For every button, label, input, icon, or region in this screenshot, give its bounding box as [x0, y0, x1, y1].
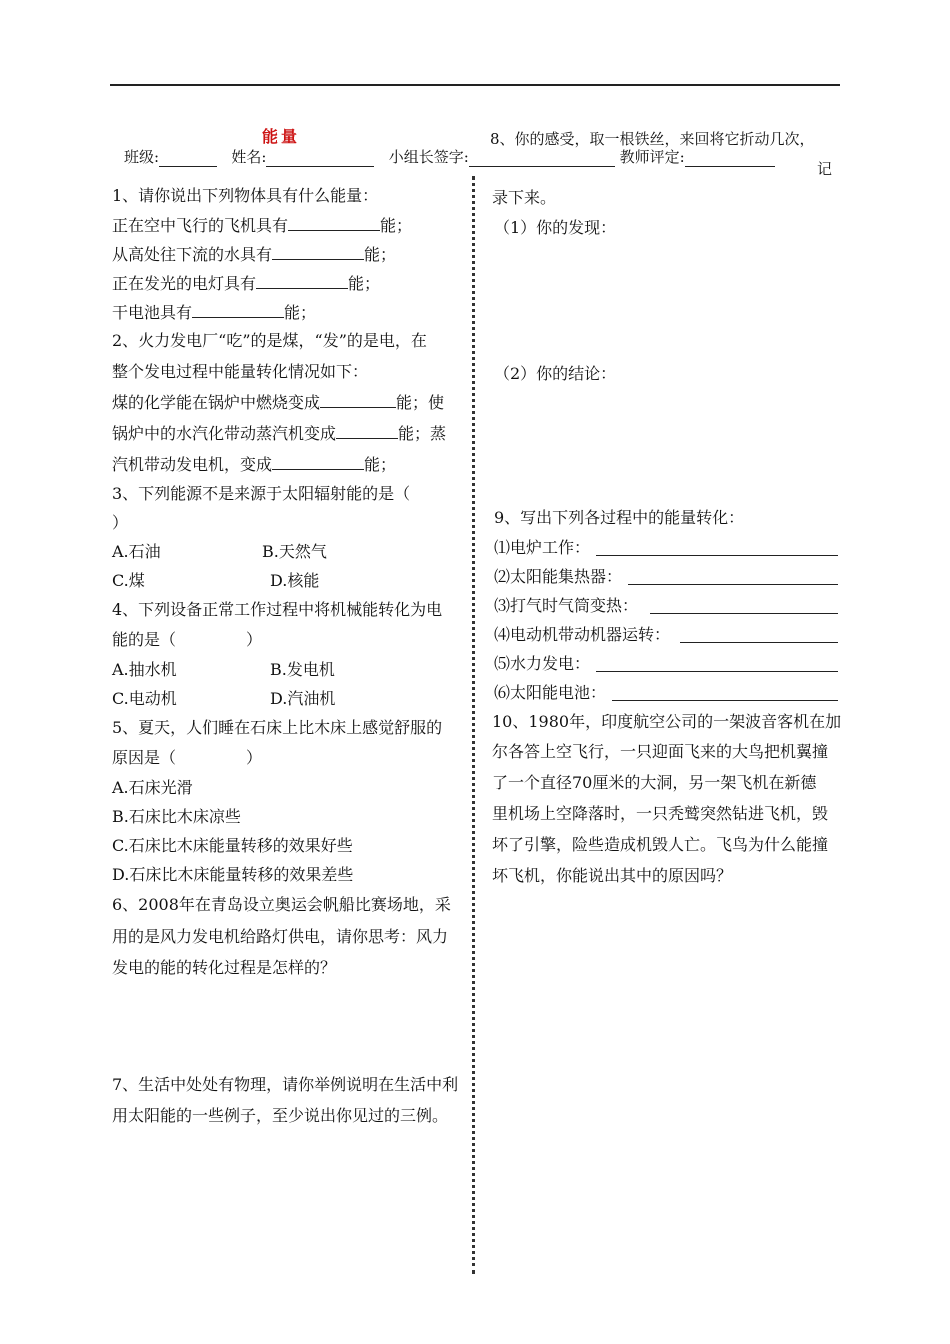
column-divider	[472, 176, 475, 1274]
class-field[interactable]	[159, 150, 217, 167]
q1-line-2: 从高处往下流的水具有 能；	[112, 245, 397, 264]
name-field[interactable]	[266, 150, 374, 167]
answer-blank[interactable]	[256, 273, 348, 289]
q3-option-b[interactable]: B.天然气	[262, 542, 327, 561]
leader-label: 小组长签字:	[388, 148, 469, 166]
q1-line-4: 干电池具有 能；	[112, 303, 317, 322]
q5-option-d[interactable]: D.石床比木床能量转移的效果差些	[112, 865, 354, 884]
q1-line-1: 正在空中飞行的飞机具有 能；	[112, 216, 413, 235]
q6-line-1: 6、2008年在青岛设立奥运会帆船比赛场地，采	[112, 895, 451, 914]
q9-item-3: ⑶打气时气筒变热：	[494, 596, 639, 615]
answer-blank[interactable]	[272, 244, 364, 260]
q4-prompt: 4、下列设备正常工作过程中将机械能转化为电	[112, 600, 443, 619]
q8-finding-label: （1）你的发现：	[494, 218, 617, 237]
teacher-label: 教师评定:	[619, 148, 685, 166]
q5-option-c[interactable]: C.石床比木床能量转移的效果好些	[112, 836, 353, 855]
q2-line-3: 锅炉中的水汽化带动蒸汽机变成 能；蒸	[112, 424, 447, 443]
answer-blank[interactable]	[288, 215, 380, 231]
q10-line-2: 尔各答上空飞行，一只迎面飞来的大鸟把机翼撞	[492, 742, 829, 761]
q9-answer-4[interactable]	[680, 642, 838, 643]
q10-line-4: 里机场上空降落时，一只秃鹫突然钻进飞机，毁	[492, 804, 829, 823]
q10-line-6: 坏飞机，你能说出其中的原因吗？	[492, 866, 733, 885]
answer-blank[interactable]	[192, 302, 284, 318]
q4-option-c[interactable]: C.电动机	[112, 689, 177, 708]
page-title: 能量	[262, 127, 301, 146]
q8-conclusion-label: （2）你的结论：	[494, 364, 617, 383]
q5-prompt: 5、夏天，人们睡在石床上比木床上感觉舒服的	[112, 718, 443, 737]
q9-answer-3[interactable]	[650, 613, 838, 614]
q7-line-2: 用太阳能的一些例子，至少说出你见过的三例。	[112, 1106, 449, 1125]
q4-prompt-cont: 能的是（ ）	[112, 630, 263, 649]
q9-item-2: ⑵太阳能集热器：	[494, 567, 623, 586]
q10-line-5: 坏了引擎，险些造成机毁人亡。飞鸟为什么能撞	[492, 835, 829, 854]
class-label: 班级:	[124, 148, 160, 166]
q3-option-c[interactable]: C.煤	[112, 571, 145, 590]
q5-prompt-cont: 原因是（ ）	[112, 748, 263, 767]
q9-answer-5[interactable]	[596, 671, 838, 672]
q5-option-a[interactable]: A.石床光滑	[112, 778, 193, 797]
q9-answer-1[interactable]	[596, 555, 838, 556]
q9-item-6: ⑹太阳能电池：	[494, 683, 607, 702]
q6-line-2: 用的是风力发电机给路灯供电，请你思考：风力	[112, 927, 449, 946]
q4-option-d[interactable]: D.汽油机	[270, 689, 336, 708]
q7-line-1: 7、生活中处处有物理，请你举例说明在生活中利	[112, 1075, 459, 1094]
q9-answer-2[interactable]	[628, 584, 838, 585]
name-label: 姓名:	[231, 148, 267, 166]
q5-option-b[interactable]: B.石床比木床凉些	[112, 807, 241, 826]
q1-prompt: 1、请你说出下列物体具有什么能量：	[112, 186, 379, 205]
q9-item-5: ⑸水力发电：	[494, 654, 591, 673]
q2-line-4: 汽机带动发电机，变成 能；	[112, 455, 397, 474]
student-info-line	[124, 146, 775, 167]
q1-line-3: 正在发光的电灯具有 能；	[112, 274, 381, 293]
q8-heading-tail: 记	[817, 160, 833, 178]
q9-item-4: ⑷电动机带动机器运转：	[494, 625, 671, 644]
leader-signature-field[interactable]	[469, 150, 615, 167]
q3-option-d[interactable]: D.核能	[270, 571, 320, 590]
q3-option-a[interactable]: A.石油	[112, 542, 161, 561]
q9-prompt: 9、写出下列各过程中的能量转化：	[494, 508, 745, 527]
q4-option-a[interactable]: A.抽水机	[112, 660, 177, 679]
q8-heading-cont: 录下来。	[492, 188, 557, 207]
q2-prompt: 2、火力发电厂“吃”的是煤，“发”的是电，在	[112, 331, 427, 350]
q3-prompt: 3、下列能源不是来源于太阳辐射能的是（	[112, 484, 411, 503]
q8-heading: 8、你的感受，取一根铁丝，来回将它折动几次，	[490, 130, 815, 148]
q10-line-3: 了一个直径70厘米的大洞，另一架飞机在新德	[492, 773, 817, 792]
answer-blank[interactable]	[336, 423, 398, 439]
answer-blank[interactable]	[272, 454, 364, 470]
top-rule	[110, 84, 840, 86]
teacher-evaluation-field[interactable]	[685, 150, 775, 167]
q6-line-3: 发电的能的转化过程是怎样的？	[112, 958, 337, 977]
q4-option-b[interactable]: B.发电机	[270, 660, 335, 679]
q9-answer-6[interactable]	[612, 700, 838, 701]
answer-blank[interactable]	[320, 392, 396, 408]
q2-line-1: 整个发电过程中能量转化情况如下：	[112, 362, 369, 381]
q2-line-2: 煤的化学能在锅炉中燃烧变成 能；使	[112, 393, 445, 412]
q10-line-1: 10、1980年，印度航空公司的一架波音客机在加	[492, 712, 842, 731]
q9-item-1: ⑴电炉工作：	[494, 538, 591, 557]
q3-paren-close: ）	[112, 513, 129, 532]
